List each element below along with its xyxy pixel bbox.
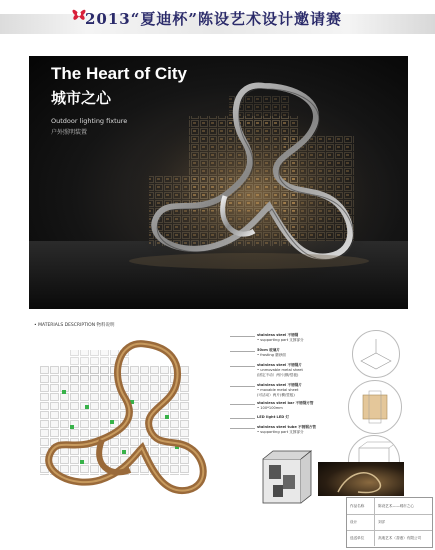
callout-line [230, 351, 255, 352]
column-divider [374, 514, 375, 530]
detail-circle-sheet [348, 380, 402, 434]
banner-title: 2013“夏迪杯”陈设艺术设计邀请赛 [85, 10, 343, 28]
table-row [347, 530, 432, 547]
material-label-4 [257, 383, 302, 398]
callout-line [230, 366, 255, 367]
hero-title: The Heart of City [51, 64, 188, 83]
material-title: stainless steel 不锈钢片 [257, 363, 302, 367]
material-note-2: (可活动）两片(横/竖板) [257, 393, 295, 397]
material-label-7 [257, 425, 316, 435]
material-title: 50cm 玻璃片 [257, 348, 280, 352]
night-photo [318, 462, 404, 496]
material-note: • frosting 磨砂面 [257, 353, 286, 357]
callout-line [230, 428, 255, 429]
column-divider [374, 530, 375, 546]
material-note-2: (固定不动）两片(横/竖板) [257, 373, 299, 377]
hero-title-cn: 城市之心 [51, 89, 112, 107]
detail-circle-joint [352, 330, 400, 378]
callout-line [230, 336, 255, 337]
material-title: stainless steel tube 不锈钢方管 [257, 425, 316, 429]
callout-line [230, 404, 255, 405]
material-note: • supporting part 支撑部分 [257, 338, 304, 342]
material-note: • supporting part 支撑部分 [257, 430, 304, 434]
material-note: • movable metal sheet [257, 388, 299, 392]
hero-subtitle: Outdoor lighting fixture [51, 117, 128, 125]
material-title: stainless steel bar 不锈钢方管 [257, 401, 314, 405]
material-label-3 [257, 363, 303, 378]
material-note: • unmovable metal sheet [257, 368, 303, 372]
table-value: 高迪艺术（香港）有限公司 [378, 536, 422, 540]
materials-heading: • MATERIALS DESCRIPTION 物料说明 [34, 323, 115, 328]
callout-line [230, 386, 255, 387]
cube-frame-diagram [255, 445, 315, 510]
material-label-2 [257, 348, 286, 358]
night-photo-image [318, 462, 404, 496]
material-title: LED light LED 灯 [257, 415, 290, 419]
hero-rendering [29, 56, 408, 309]
table-value: 刘洋 [378, 520, 386, 524]
hero-subtitle-cn: 户外照明装置 [51, 129, 88, 136]
material-title: stainless steel 不锈钢 [257, 333, 299, 337]
info-table [346, 497, 433, 548]
material-note: • 100*100mm [257, 406, 283, 410]
table-key: 选送单位 [350, 536, 365, 540]
joint-detail-image [353, 331, 399, 377]
header-banner [0, 0, 435, 40]
material-label-5 [257, 401, 313, 411]
table-row [347, 514, 432, 531]
material-label-6 [257, 415, 289, 420]
table-key: 设计 [350, 520, 358, 524]
table-row [347, 498, 432, 515]
material-title: stainless steel 不锈钢片 [257, 383, 302, 387]
material-label-1 [257, 333, 304, 343]
table-value: 陈设艺术——城市之心 [378, 504, 414, 508]
callout-line [230, 418, 255, 419]
column-divider [374, 498, 375, 514]
sheet-detail-image [349, 381, 401, 433]
sculpture-diagram [30, 330, 230, 500]
table-key: 作品名称 [350, 504, 365, 508]
